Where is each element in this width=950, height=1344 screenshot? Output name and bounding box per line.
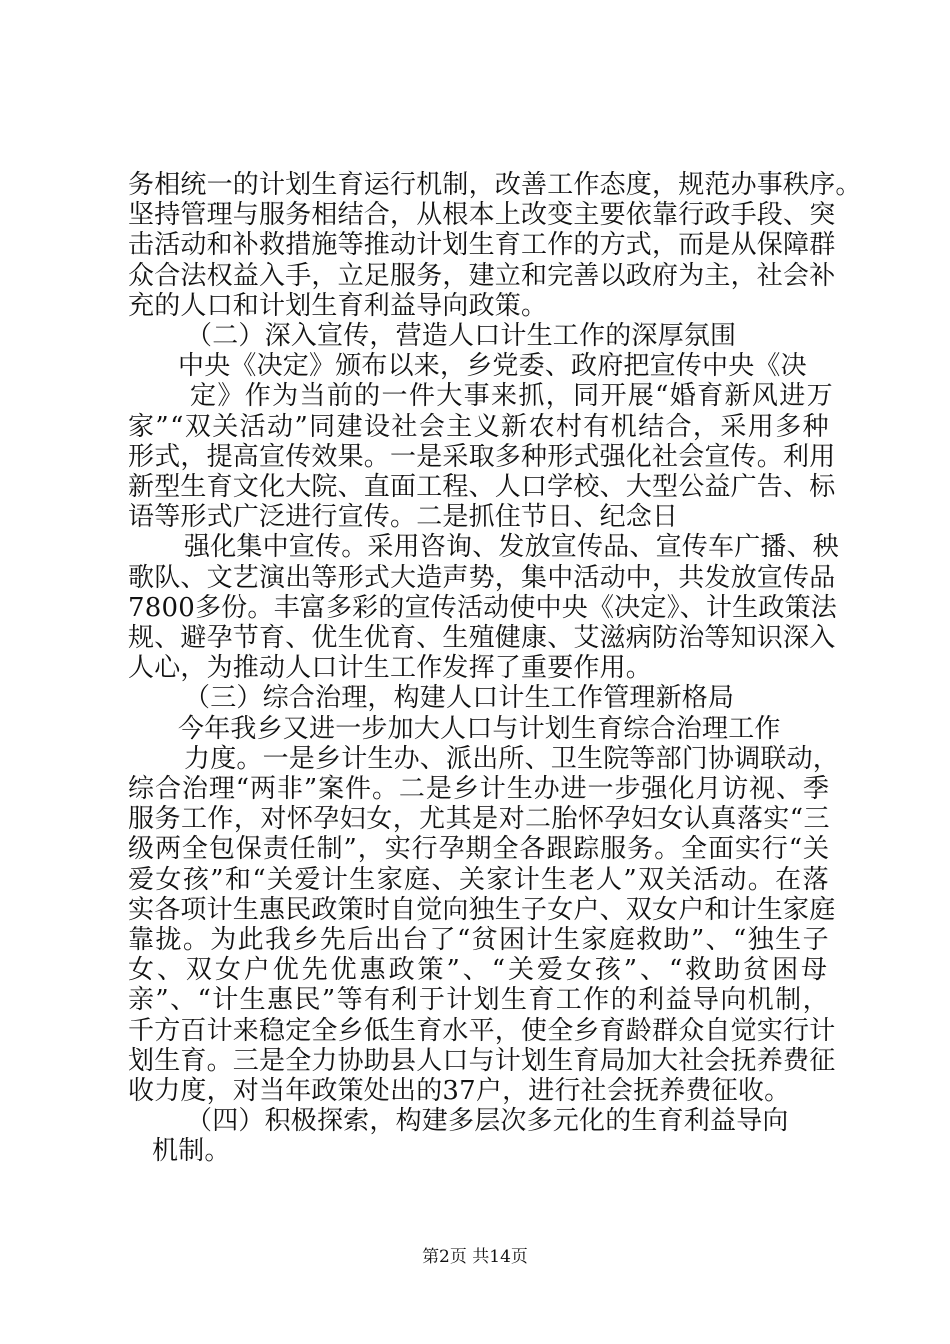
text-line: 级两全包保责任制”，实行孕期全各跟踪服务。全面实行“关 (128, 834, 830, 865)
text-line: 务相统一的计划生育运行机制，改善工作态度，规范办事秩序。 (128, 170, 862, 200)
text-line: 家”“双关活动”同建设社会主义新农村有机结合，采用多种 (128, 411, 830, 442)
text-line: 千方百计来稳定全乡低生育水平，使全乡育龄群众自觉实行计 (128, 1015, 836, 1046)
text-line: （三）综合治理，构建人口计生工作管理新格局 (184, 683, 735, 714)
text-line: （二）深入宣传，营造人口计生工作的深厚氛围 (186, 321, 737, 351)
text-line: 众合法权益入手，立足服务，建立和完善以政府为主，社会补 (128, 260, 836, 291)
text-line: 强化集中宣传。采用咨询、发放宣传品、宣传车广播、秧 (184, 532, 840, 563)
text-line: 力度。一是乡计生办、派出所、卫生院等部门协调联动， (184, 743, 840, 774)
text-line: 坚持管理与服务相结合，从根本上改变主要依靠行政手段、突 (128, 200, 836, 231)
text-line: 歌队、文艺演出等形式大造声势，集中活动中，共发放宣传品 (128, 562, 836, 593)
text-line: 击活动和补救措施等推动计划生育工作的方式，而是从保障群 (128, 230, 836, 261)
text-line: 7800多份。丰富多彩的宣传活动使中央《决定》、计生政策法 (128, 592, 837, 623)
text-line: 中央《决定》颁布以来，乡党委、政府把宣传中央《决 (178, 351, 807, 382)
text-line: 充的人口和计划生育利益导向政策。 (128, 290, 548, 321)
text-line: 亲”、“计生惠民”等有利于计划生育工作的利益导向机制， (128, 985, 830, 1016)
text-line: 靠拢。为此我乡先后出台了“贫困计生家庭救助”、“独生子 (128, 925, 830, 955)
text-line: 人心，为推动人口计生工作发挥了重要作用。 (128, 653, 653, 684)
text-line: 女、双女户优先优惠政策”、“关爱女孩”、“救助贫困母 (128, 955, 830, 986)
text-line: 实各项计生惠民政策时自觉向独生子女户、双女户和计生家庭 (128, 894, 836, 925)
text-line: （四）积极探索，构建多层次多元化的生育利益导向 (186, 1106, 789, 1137)
text-line: 爱女孩”和“关爱计生家庭、关家计生老人”双关活动。在落 (128, 864, 830, 895)
text-line: 语等形式广泛进行宣传。二是抓住节日、纪念日 (128, 502, 679, 533)
text-line: 收力度，对当年政策处出的37户，进行社会抚养费征收。 (128, 1076, 791, 1106)
text-line: 规、避孕节育、优生优育、生殖健康、艾滋病防治等知识深入 (128, 623, 836, 653)
text-line: 机制。 (152, 1136, 231, 1167)
text-line: 今年我乡又进一步加大人口与计划生育综合治理工作 (178, 713, 781, 744)
text-line: 定》作为当前的一件大事来抓，同开展“婚育新风进万 (190, 381, 834, 412)
text-line: 划生育。三是全力协助县人口与计划生育局加大社会抚养费征 (128, 1045, 836, 1076)
text-line: 新型生育文化大院、直面工程、人口学校、大型公益广告、标 (128, 472, 836, 502)
text-line: 综合治理“两非”案件。二是乡计生办进一步强化月访视、季 (128, 774, 830, 804)
text-line: 形式，提高宣传效果。一是采取多种形式强化社会宣传。利用 (128, 441, 836, 472)
page-footer: 第2页 共14页 (422, 1247, 528, 1267)
text-line: 服务工作，对怀孕妇女，尤其是对二胎怀孕妇女认真落实“三 (128, 804, 830, 835)
